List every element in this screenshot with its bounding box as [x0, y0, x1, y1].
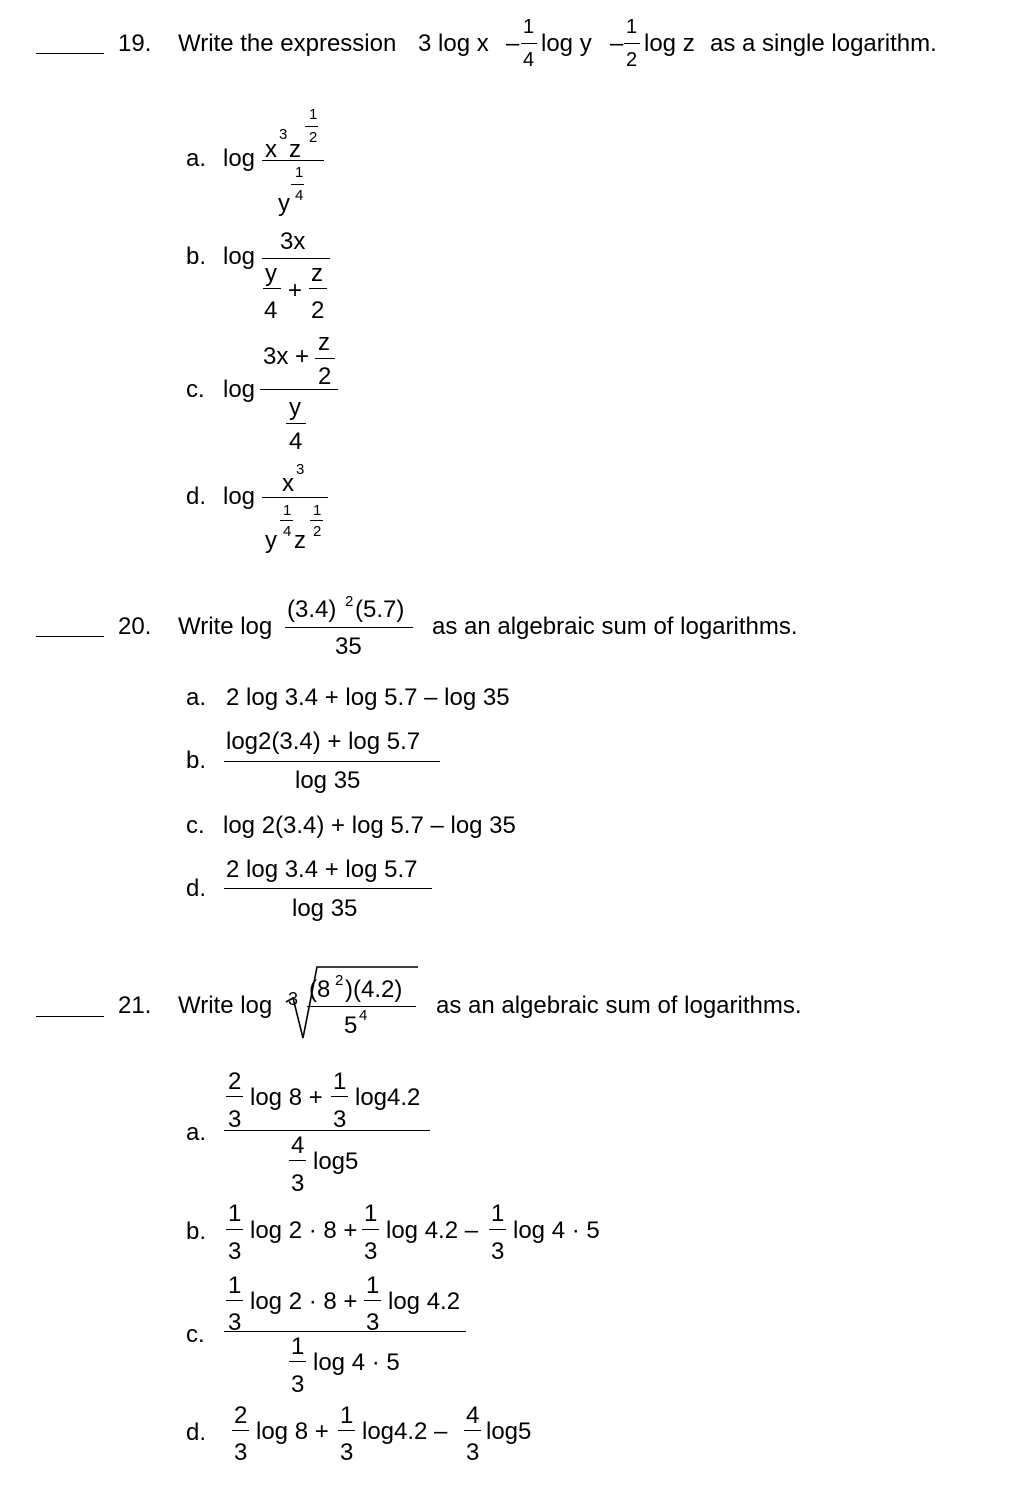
root-index: 3	[288, 989, 299, 1009]
choice-letter: d.	[186, 875, 207, 902]
choice-letter: c.	[186, 376, 205, 403]
fraction-bar	[262, 258, 330, 259]
choice-letter: c.	[186, 1321, 205, 1348]
choice-letter: a.	[186, 684, 207, 711]
choice-letter: d.	[186, 1419, 207, 1446]
fraction-bar	[260, 389, 338, 390]
fraction-bar	[262, 497, 328, 498]
choice-letter: a.	[186, 145, 207, 172]
choice-letter: d.	[186, 483, 207, 510]
question-number: 19.	[118, 30, 152, 57]
answer-blank-21[interactable]	[36, 1016, 104, 1017]
fraction-bar	[224, 1130, 430, 1131]
fraction-bar	[224, 888, 432, 889]
choice-letter: b.	[186, 747, 207, 774]
question-prompt: Write the expression	[178, 30, 397, 57]
answer-blank-19[interactable]	[36, 53, 104, 54]
fraction-bar	[224, 1331, 466, 1332]
choice-letter: b.	[186, 1218, 207, 1245]
answer-blank-20[interactable]	[36, 636, 104, 637]
fraction-bar	[285, 627, 413, 628]
question-prompt: Write log	[178, 992, 273, 1019]
question-number: 21.	[118, 992, 152, 1019]
choice-letter: c.	[186, 812, 205, 839]
fraction-bar	[262, 160, 324, 161]
question-number: 20.	[118, 613, 152, 640]
choice-letter: b.	[186, 243, 207, 270]
question-prompt: Write log	[178, 613, 273, 640]
fraction-bar	[224, 761, 440, 762]
choice-letter: a.	[186, 1119, 207, 1146]
